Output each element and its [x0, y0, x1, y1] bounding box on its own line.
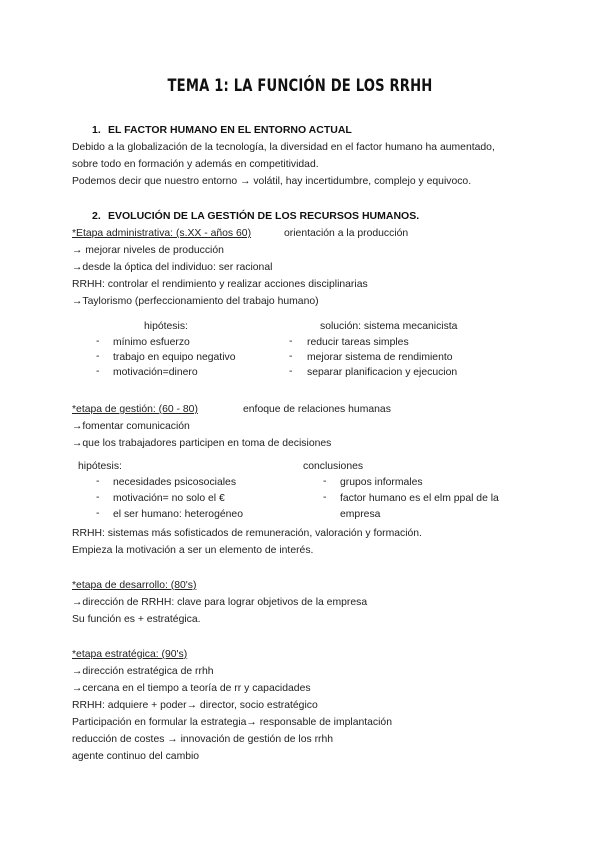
paragraph-line: →fomentar comunicación	[72, 421, 190, 432]
solution-title: solución: sistema mecanicista	[320, 321, 458, 332]
paragraph-line: sobre todo en formación y además en competitividad.	[72, 159, 319, 170]
bullet-dash: -	[289, 366, 293, 377]
paragraph-line: Empieza la motivación a ser un elemento de interés.	[72, 545, 314, 556]
etapa-gestion-focus: enfoque de relaciones humanas	[243, 404, 391, 415]
etapa-administrativa-label: *Etapa administrativa: (s.XX - años 60)	[72, 228, 252, 239]
etapa-desarrollo-label: *etapa de desarrollo: (80's)	[72, 580, 197, 591]
list-item: motivación= no solo el €	[113, 493, 225, 504]
paragraph-line: Podemos decir que nuestro entorno → volátil, hay incertidumbre, complejo y equivoco.	[72, 176, 472, 187]
list-item: trabajo en equipo negativo	[113, 352, 236, 363]
section-1-number: 1.	[92, 124, 101, 136]
list-item: grupos informales	[340, 477, 423, 488]
section-2-heading	[92, 210, 419, 222]
etapa-estrategica-label: *etapa estratégica: (90's)	[72, 649, 188, 660]
paragraph-line: → mejorar niveles de producción	[72, 245, 224, 256]
bullet-dash: -	[96, 351, 100, 362]
bullet-dash: -	[323, 492, 327, 503]
etapa-administrativa-focus: orientación a la producción	[284, 228, 409, 239]
conclusions-title: conclusiones	[303, 461, 364, 472]
section-2-number: 2.	[92, 210, 101, 222]
paragraph-line: Participación en formular la estrategia→ responsable de implantación	[72, 717, 392, 728]
bullet-dash: -	[289, 351, 293, 362]
paragraph-line: →dirección de RRHH: clave para lograr objetivos de la empresa	[72, 597, 368, 608]
bullet-dash: -	[289, 336, 293, 347]
paragraph-line: RRHH: sistemas más sofisticados de remuneración, valoración y formación.	[72, 528, 422, 539]
hypothesis-title: hipótesis:	[144, 321, 188, 332]
section-1-heading	[92, 124, 352, 136]
bullet-dash: -	[96, 366, 100, 377]
list-item: separar planificacion y ejecucion	[307, 367, 458, 378]
paragraph-line: reducción de costes → innovación de gestión de los rrhh	[72, 734, 334, 745]
list-item: mínimo esfuerzo	[113, 337, 190, 348]
bullet-dash: -	[96, 492, 100, 503]
paragraph-line: →dirección estratégica de rrhh	[72, 666, 214, 677]
paragraph-line: →desde la óptica del individuo: ser racional	[72, 262, 273, 273]
section-1-title: EL FACTOR HUMANO EN EL ENTORNO ACTUAL	[108, 124, 352, 136]
paragraph-line: →cercana en el tiempo a teoría de rr y capacidades	[72, 683, 311, 694]
list-item: motivación=dinero	[113, 367, 198, 378]
list-item: mejorar sistema de rendimiento	[307, 352, 453, 363]
etapa-gestion-label: *etapa de gestión: (60 - 80)	[72, 404, 198, 415]
bullet-dash: -	[96, 476, 100, 487]
list-item: reducir tareas simples	[307, 337, 409, 348]
paragraph-line: →Taylorismo (perfeccionamiento del trabajo humano)	[72, 296, 319, 307]
bullet-dash: -	[96, 508, 100, 519]
paragraph-line: agente continuo del cambio	[72, 751, 200, 762]
bullet-dash: -	[323, 476, 327, 487]
section-2-title: EVOLUCIÓN DE LA GESTIÓN DE LOS RECURSOS HUMANOS.	[108, 210, 420, 222]
paragraph-line: Debido a la globalización de la tecnología, la diversidad en el factor humano ha aumentado,	[72, 142, 495, 153]
hypothesis-title: hipótesis:	[78, 461, 122, 472]
paragraph-line: RRHH: adquiere + poder→ director, socio estratégico	[72, 700, 318, 711]
paragraph-line: RRHH: controlar el rendimiento y realizar acciones disciplinarias	[72, 279, 368, 290]
paragraph-line: Su función es + estratégica.	[72, 614, 201, 625]
list-item: factor humano es el elm ppal de la	[340, 493, 499, 504]
list-item: el ser humano: heterogéneo	[113, 509, 243, 520]
list-item-continued: empresa	[340, 509, 381, 520]
page-title: TEMA 1: LA FUNCIÓN DE LOS RRHH	[167, 76, 433, 96]
list-item: necesidades psicosociales	[113, 477, 237, 488]
bullet-dash: -	[96, 336, 100, 347]
paragraph-line: →que los trabajadores participen en toma de decisiones	[72, 438, 332, 449]
